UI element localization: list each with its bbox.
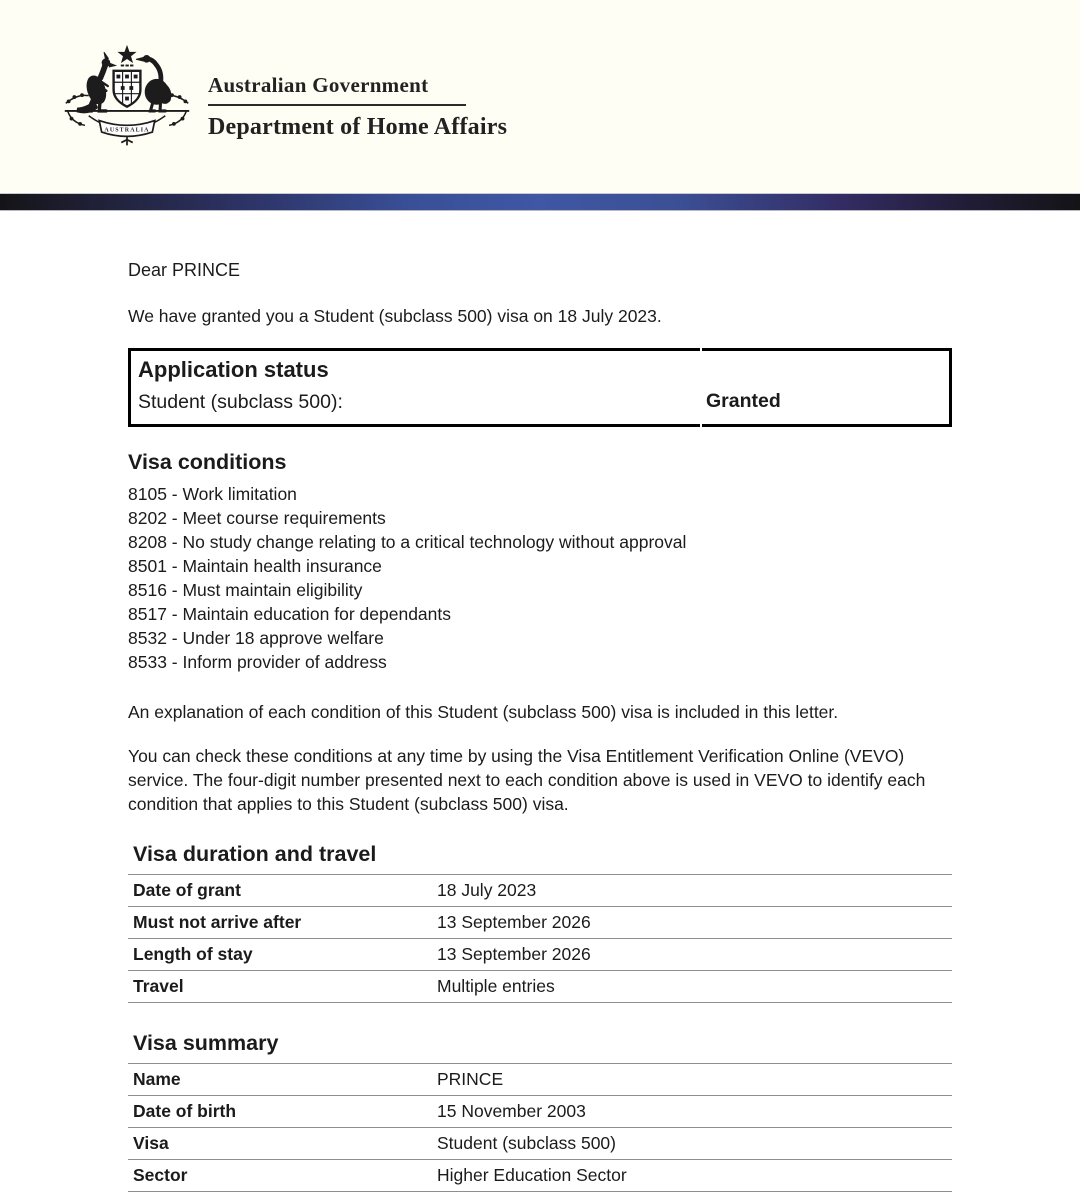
conditions-explanation: An explanation of each condition of this Student (subclass 500) visa is included in this letter. xyxy=(128,702,839,722)
table-row xyxy=(128,1064,952,1096)
table-row xyxy=(128,1096,952,1128)
row-value: 13 September 2026 xyxy=(437,944,591,964)
row-value: 15 November 2003 xyxy=(437,1101,586,1121)
table-row xyxy=(128,939,952,971)
visa-condition-item: 8532 - Under 18 approve welfare xyxy=(128,628,384,648)
row-value: 18 July 2023 xyxy=(437,880,537,900)
row-value: Higher Education Sector xyxy=(437,1165,627,1185)
letterhead-titles xyxy=(208,73,507,141)
application-status-box xyxy=(128,348,952,427)
visa-conditions-heading: Visa conditions xyxy=(128,450,287,474)
row-label: Date of birth xyxy=(133,1101,237,1121)
vevo-paragraph: You can check these conditions at any time by using the Visa Entitlement Verification Online (VEVO) service. The four-digit number presented next to each condition above is used in VEVO to identify each condition that applies to this Student (subclass 500) visa. xyxy=(128,746,926,814)
row-value: 13 September 2026 xyxy=(437,912,591,932)
crest-banner-text: AUSTRALIA xyxy=(104,127,150,134)
row-value: PRINCE xyxy=(437,1069,504,1089)
department-title: Department of Home Affairs xyxy=(208,114,508,140)
row-value: Multiple entries xyxy=(437,976,555,996)
row-label: Must not arrive after xyxy=(133,912,302,932)
visa-condition-item: 8208 - No study change relating to a critical technology without approval xyxy=(128,532,687,552)
table-row xyxy=(128,1128,952,1160)
table-row xyxy=(128,907,952,939)
coat-of-arms-icon xyxy=(60,42,194,156)
visa-summary-section xyxy=(128,1031,952,1192)
header-gradient-bar xyxy=(0,193,1080,211)
letterhead-divider xyxy=(208,104,466,106)
visa-summary-table xyxy=(128,1063,952,1192)
visa-condition-item: 8516 - Must maintain eligibility xyxy=(128,580,363,600)
visa-duration-section xyxy=(128,842,952,1003)
visa-condition-item: 8517 - Maintain education for dependants xyxy=(128,604,452,624)
row-label: Date of grant xyxy=(133,880,241,900)
visa-condition-item: 8533 - Inform provider of address xyxy=(128,652,387,672)
salutation: Dear PRINCE xyxy=(128,260,241,280)
row-label: Name xyxy=(133,1069,181,1089)
grant-intro: We have granted you a Student (subclass 500) visa on 18 July 2023. xyxy=(128,306,662,326)
row-label: Length of stay xyxy=(133,944,253,964)
letterhead xyxy=(0,0,1080,193)
table-row xyxy=(128,875,952,907)
row-label: Sector xyxy=(133,1165,188,1185)
visa-condition-item: 8105 - Work limitation xyxy=(128,484,297,504)
application-status-label: Student (subclass 500): xyxy=(138,391,343,413)
crest-row xyxy=(60,42,507,156)
application-status-value: Granted xyxy=(706,390,781,412)
government-title: Australian Government xyxy=(208,73,429,97)
visa-condition-item: 8501 - Maintain health insurance xyxy=(128,556,382,576)
letter-content xyxy=(0,260,1080,1192)
table-row xyxy=(128,971,952,1003)
visa-conditions-list xyxy=(128,482,952,674)
visa-condition-item: 8202 - Meet course requirements xyxy=(128,508,386,528)
row-label: Visa xyxy=(133,1133,169,1153)
visa-duration-table xyxy=(128,874,952,1003)
table-row xyxy=(128,1160,952,1192)
application-status-left-cell xyxy=(128,348,700,427)
row-value: Student (subclass 500) xyxy=(437,1133,616,1153)
application-status-title: Application status xyxy=(138,357,329,382)
application-status-right-cell xyxy=(702,348,952,427)
row-label: Travel xyxy=(133,976,184,996)
visa-summary-heading: Visa summary xyxy=(133,1031,279,1055)
visa-duration-heading: Visa duration and travel xyxy=(133,842,377,866)
